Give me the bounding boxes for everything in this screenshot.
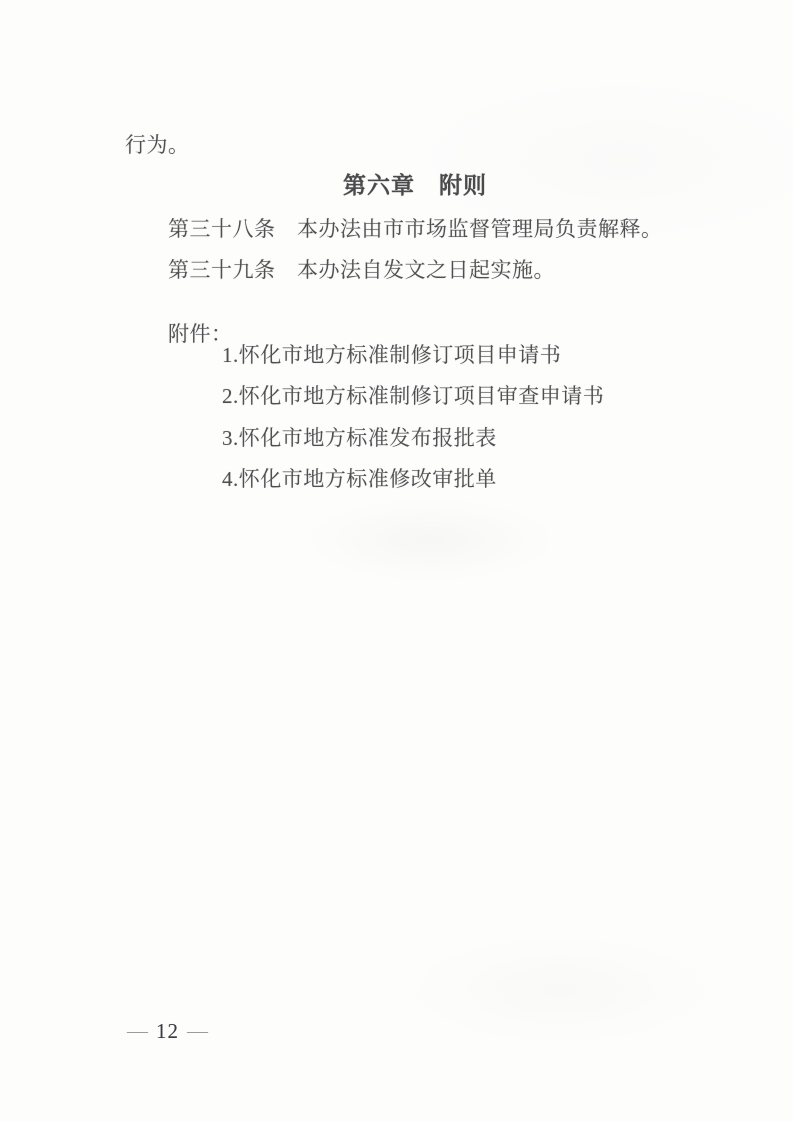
attachment-item: 3.怀化市地方标准发布报批表 <box>222 426 497 450</box>
attachment-item: 4.怀化市地方标准修改审批单 <box>222 467 497 491</box>
article-38: 第三十八条 本办法由市市场监督管理局负责解释。 <box>168 217 663 241</box>
footer-dash-left: — <box>127 1020 148 1042</box>
chapter-heading: 第六章 附则 <box>343 172 487 199</box>
page-number-footer <box>127 1021 208 1042</box>
attachment-item: 2.怀化市地方标准制修订项目审查申请书 <box>222 384 605 408</box>
attachments-label: 附件： <box>168 322 233 346</box>
article-39: 第三十九条 本办法自发文之日起实施。 <box>168 258 555 282</box>
page-number: 12 <box>156 1019 179 1043</box>
attachment-item: 1.怀化市地方标准制修订项目申请书 <box>222 343 562 367</box>
paragraph-continuation: 行为。 <box>125 133 190 157</box>
footer-dash-right: — <box>187 1020 208 1042</box>
